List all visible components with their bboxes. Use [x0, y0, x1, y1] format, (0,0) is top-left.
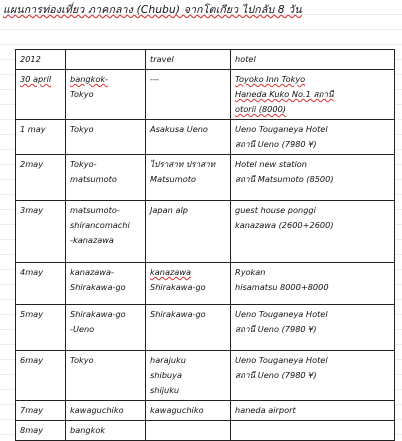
travel-line: Asakusa Ueno — [150, 124, 208, 134]
hotel-line: สถานี Ueno (7980 ¥) — [235, 370, 317, 380]
hotel-cell — [231, 305, 395, 351]
route-cell — [66, 421, 146, 441]
travel-line: kanazawa — [150, 267, 191, 277]
hotel-cell — [231, 401, 395, 421]
table-row — [16, 421, 395, 441]
date-cell: 30 april — [16, 70, 66, 120]
hotel-cell — [231, 70, 395, 120]
hotel-cell — [231, 155, 395, 201]
route-cell — [66, 201, 146, 263]
hotel-line: Ueno Touganeya Hotel — [235, 355, 328, 365]
header-year: 2012 — [16, 50, 66, 70]
travel-cell — [146, 401, 231, 421]
route-line: kanazawa- — [70, 267, 114, 277]
travel-line: harajuku — [150, 355, 186, 365]
route-line: bangkok — [70, 425, 106, 435]
table-row — [16, 120, 395, 155]
itinerary-table — [15, 49, 395, 441]
date-cell: 5may — [16, 305, 66, 351]
header-hotel: hotel — [231, 50, 395, 70]
travel-line: Japan alp — [150, 205, 188, 215]
travel-line: Shirakawa-go — [150, 309, 206, 319]
route-line: kawaguchiko — [70, 405, 124, 415]
hotel-line: guest house ponggi — [235, 205, 316, 215]
route-line: bangkok- — [70, 74, 109, 84]
route-cell — [66, 401, 146, 421]
hotel-cell — [231, 421, 395, 441]
hotel-line: kanazawa (2600+2600) — [235, 220, 334, 230]
table-row — [16, 351, 395, 401]
date-cell: 4may — [16, 263, 66, 305]
hotel-cell — [231, 120, 395, 155]
route-cell — [66, 155, 146, 201]
route-line: -Ueno — [70, 324, 95, 334]
hotel-line: Ueno Touganeya Hotel — [235, 309, 328, 319]
travel-cell — [146, 421, 231, 441]
hotel-line: Ryokan — [235, 267, 266, 277]
travel-cell — [146, 201, 231, 263]
route-line: Shirakawa-go — [70, 282, 126, 292]
travel-line: --- — [150, 74, 159, 84]
travel-line: shijuku — [150, 385, 180, 395]
route-line: Tokyo — [70, 355, 94, 365]
travel-cell — [146, 70, 231, 120]
route-line: matsumoto- — [70, 205, 120, 215]
hotel-line: Ueno Touganeya Hotel — [235, 124, 328, 134]
hotel-line: สถานี Ueno (7980 ¥) — [235, 324, 317, 334]
header-route — [66, 50, 146, 70]
hotel-line: Haneda Kuko No.1 สถานี — [235, 89, 334, 99]
hotel-line: otorii (8000) — [235, 104, 286, 114]
route-line: shirancomachi — [70, 220, 130, 230]
route-cell — [66, 305, 146, 351]
hotel-line: hisamatsu 8000+8000 — [235, 282, 329, 292]
hotel-cell — [231, 263, 395, 305]
route-cell — [66, 351, 146, 401]
route-line: Shirakawa-go — [70, 309, 126, 319]
hotel-line: สถานี Matsumoto (8500) — [235, 174, 334, 184]
date-cell: 7may — [16, 401, 66, 421]
travel-cell — [146, 351, 231, 401]
table-row — [16, 201, 395, 263]
table-row — [16, 263, 395, 305]
route-cell — [66, 70, 146, 120]
travel-line: Matsumoto — [150, 174, 196, 184]
date-cell: 6may — [16, 351, 66, 401]
travel-cell — [146, 263, 231, 305]
date-cell: 2may — [16, 155, 66, 201]
hotel-cell — [231, 201, 395, 263]
table-row — [16, 305, 395, 351]
hotel-line: haneda airport — [235, 405, 296, 415]
route-line: Tokyo — [70, 124, 94, 134]
route-cell — [66, 120, 146, 155]
route-cell — [66, 263, 146, 305]
date-cell: 3may — [16, 201, 66, 263]
travel-cell — [146, 120, 231, 155]
hotel-cell — [231, 351, 395, 401]
table-header-row — [16, 50, 395, 70]
travel-line: ไปราสาท ปราสาท — [150, 159, 216, 169]
travel-line: shibuya — [150, 370, 182, 380]
page-title: แผนการท่องเที่ยว ภาคกลาง (Chubu) จากโตเกียว ไปกลับ 8 วัน — [3, 4, 302, 16]
route-line: Tokyo- — [70, 159, 97, 169]
route-line: -kanazawa — [70, 235, 114, 245]
hotel-line: Hotel new station — [235, 159, 307, 169]
hotel-line: สถานี Ueno (7980 ¥) — [235, 139, 317, 149]
travel-cell — [146, 155, 231, 201]
header-travel: travel — [146, 50, 231, 70]
itinerary-table-body — [16, 50, 395, 441]
route-line: Tokyo — [70, 89, 94, 99]
table-row — [16, 70, 395, 120]
date-cell: 1 may — [16, 120, 66, 155]
hotel-line: Toyoko Inn Tokyo — [235, 74, 306, 84]
travel-cell — [146, 305, 231, 351]
table-row — [16, 155, 395, 201]
date-cell: 8may — [16, 421, 66, 441]
travel-line: Shirakawa-go — [150, 282, 206, 292]
travel-line: kawaguchiko — [150, 405, 204, 415]
table-row — [16, 401, 395, 421]
route-line: matsumoto — [70, 174, 117, 184]
